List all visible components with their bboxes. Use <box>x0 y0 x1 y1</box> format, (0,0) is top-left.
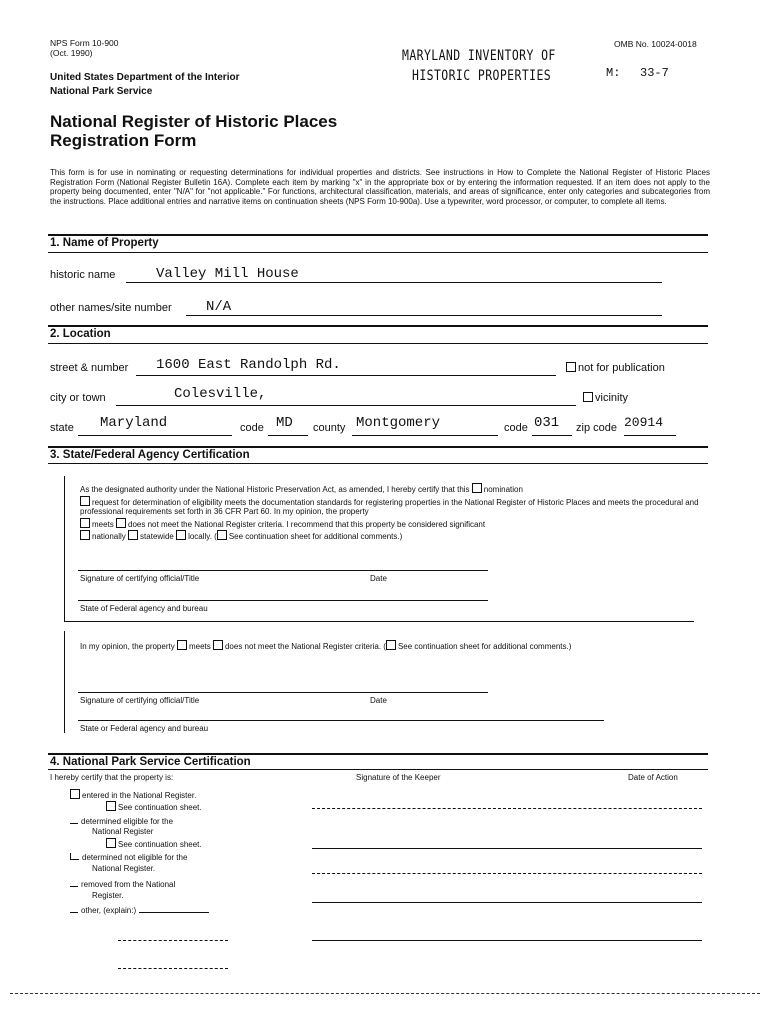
historic-name-line <box>126 282 662 283</box>
request-checkbox[interactable] <box>80 496 90 506</box>
form-title: National Register of Historic Places <box>50 112 338 131</box>
meets-label: meets <box>92 519 114 529</box>
date-label: Date <box>370 574 387 583</box>
certify-text: I hereby certify that the property is: <box>50 773 174 782</box>
section-1-heading: 1. Name of Property <box>50 237 159 249</box>
nomination-label: nomination <box>483 485 523 494</box>
not-eligible-label: determined not eligible for the <box>82 853 188 862</box>
eligible-label: determined eligible for the <box>81 817 174 826</box>
see-continuation-2[interactable] <box>106 838 202 850</box>
date-of-action-label: Date of Action <box>628 773 678 782</box>
state-code-line <box>268 435 308 436</box>
see-continuation-2-label: See continuation sheet. <box>118 840 202 849</box>
zip-label: zip code <box>576 422 617 434</box>
other-names-label: other names/site number <box>50 302 172 314</box>
county-code-value[interactable]: 031 <box>534 415 560 431</box>
divider <box>48 769 708 770</box>
city-label: city or town <box>50 392 106 404</box>
state-line <box>78 435 232 436</box>
other-explain-line[interactable] <box>139 912 209 913</box>
section-3-heading: 3. State/Federal Agency Certification <box>50 449 250 461</box>
entered-checkbox[interactable] <box>70 789 80 799</box>
section-2-heading: 2. Location <box>50 328 111 340</box>
stamp-line-2: HISTORIC PROPERTIES <box>412 68 552 84</box>
zip-line <box>624 435 676 436</box>
form-subtitle: Registration Form <box>50 131 197 150</box>
omb-number: OMB No. 10024-0018 <box>614 39 697 49</box>
historic-name-value[interactable]: Valley Mill House <box>156 266 299 282</box>
nationally-checkbox[interactable] <box>80 530 90 540</box>
opinion-text-1: In my opinion, the property <box>80 642 175 651</box>
not-for-publication-label: not for publication <box>578 362 665 374</box>
locally-checkbox[interactable] <box>176 530 186 540</box>
state-label: state <box>50 422 74 434</box>
removed-blank[interactable] <box>70 886 78 887</box>
service: National Park Service <box>50 86 153 97</box>
keeper-line[interactable] <box>312 873 702 874</box>
form-date: (Oct. 1990) <box>50 48 93 58</box>
opinion-meets-label: meets <box>188 642 211 651</box>
entered-option[interactable] <box>70 789 196 801</box>
continuation-checkbox[interactable] <box>217 530 227 540</box>
cert-text-3: does not meet the National Register criteria. I recommend that this property be considered significant <box>128 519 486 529</box>
see-continuation-1-label: See continuation sheet. <box>118 803 202 812</box>
divider <box>48 234 708 236</box>
divider <box>48 753 708 755</box>
blank-line[interactable] <box>118 940 228 941</box>
cert-paragraph <box>80 483 700 542</box>
not-eligible-blank[interactable] <box>70 853 79 860</box>
ref-value: 33-7 <box>640 66 669 80</box>
opinion-box-left <box>64 631 66 733</box>
removed-option[interactable] <box>70 880 175 890</box>
section-4-heading: 4. National Park Service Certification <box>50 756 251 768</box>
agency-label: State of Federal agency and bureau <box>80 604 208 613</box>
keeper-label: Signature of the Keeper <box>356 773 441 782</box>
keeper-line[interactable] <box>312 808 702 809</box>
agency-label-2: State or Federal agency and bureau <box>80 724 209 733</box>
other-label: other, (explain:) <box>81 906 137 915</box>
county-label: county <box>313 422 346 434</box>
state-code-label: code <box>240 422 264 434</box>
street-value[interactable]: 1600 East Randolph Rd. <box>156 357 341 373</box>
stamp-line-1: MARYLAND INVENTORY OF <box>402 48 556 64</box>
cert-text-1: As the designated authority under the National Historic Preservation Act, as amended, I hereby certify that this <box>80 485 470 494</box>
removed-label: removed from the National <box>81 880 176 889</box>
opinion-text-2: does not meet the National Register criteria. ( <box>224 642 386 651</box>
blank-line[interactable] <box>118 968 228 969</box>
divider <box>48 343 708 344</box>
removed-label-2: Register. <box>92 891 124 900</box>
nationally-label: nationally <box>92 532 126 541</box>
not-for-publication-checkbox[interactable] <box>566 362 576 372</box>
agency-line[interactable] <box>78 600 488 601</box>
cert-text-2: request for determination of eligibility meets the documentation standards for registering properties in the National Register of Historic Places and meets the procedural and professional requirements set forth in 36 CFR Part 60. In my opinion, the property <box>80 497 699 516</box>
statewide-checkbox[interactable] <box>128 530 138 540</box>
other-blank[interactable] <box>70 912 78 913</box>
does-not-meet-checkbox[interactable] <box>116 518 126 528</box>
not-eligible-label-2: National Register. <box>92 864 156 873</box>
county-line <box>352 435 498 436</box>
county-code-label: code <box>504 422 528 434</box>
opinion-continuation-checkbox[interactable] <box>386 640 396 650</box>
cert-box-left <box>64 476 66 621</box>
signature-label: Signature of certifying official/Title <box>80 574 200 583</box>
opinion-meets-checkbox[interactable] <box>177 640 187 650</box>
zip-value[interactable]: 20914 <box>624 415 664 430</box>
county-value[interactable]: Montgomery <box>356 415 441 431</box>
form-number: NPS Form 10-900 <box>50 38 119 48</box>
locally-label: locally. ( <box>188 532 217 541</box>
historic-name-label: historic name <box>50 269 116 281</box>
department: United States Department of the Interior <box>50 72 240 83</box>
not-for-publication[interactable] <box>566 362 665 374</box>
opinion-text-3: See continuation sheet for additional comments.) <box>397 642 572 651</box>
divider <box>64 621 694 622</box>
signature-line[interactable] <box>78 692 488 693</box>
continuation-label: See continuation sheet for additional comments.) <box>228 532 403 541</box>
not-eligible-option[interactable] <box>70 853 187 863</box>
nomination-checkbox[interactable] <box>472 483 482 493</box>
other-names-line <box>186 315 662 316</box>
divider <box>48 463 708 464</box>
vicinity-label: vicinity <box>595 392 629 404</box>
state-value[interactable]: Maryland <box>100 415 168 431</box>
eligible-label-2: National Register <box>92 827 154 836</box>
opinion-paragraph <box>80 640 680 652</box>
city-value[interactable]: Colesville, <box>174 386 267 402</box>
eligible-blank[interactable] <box>70 823 78 824</box>
keeper-line[interactable] <box>312 848 702 849</box>
vicinity[interactable] <box>583 392 628 404</box>
see-continuation-2-checkbox[interactable] <box>106 838 116 848</box>
signature-line[interactable] <box>78 570 488 571</box>
keeper-line[interactable] <box>312 940 702 941</box>
keeper-line[interactable] <box>312 902 702 903</box>
divider <box>48 325 708 327</box>
street-line <box>136 375 556 376</box>
agency-line[interactable] <box>78 720 604 721</box>
statewide-label: statewide <box>140 532 174 541</box>
see-continuation-1-checkbox[interactable] <box>106 801 116 811</box>
city-line <box>116 405 576 406</box>
page-edge <box>10 993 760 994</box>
state-code-value[interactable]: MD <box>276 415 293 431</box>
county-code-line <box>532 435 572 436</box>
intro-text: This form is for use in nominating or requesting determinations for individual properties and districts. See instructions in How to Complete the National Register of Historic Places Registration Form (National Register Bulletin 16A). Complete each item by marking "x" in the appropriate box or by entering the information requested. If an item does not apply to the property being documented, enter "N/A" for "not applicable." For functions, architectural classification, materials, and areas of significance, enter only categories and subcategories from the instructions. Place additional entries and narrative items on continuation sheets (NPS Form 10-900a). Use a typewriter, word processor, or computer, to complete all items. <box>50 168 710 206</box>
ref-label: M: <box>606 66 621 80</box>
date-label-2: Date <box>370 696 387 705</box>
vicinity-checkbox[interactable] <box>583 392 593 402</box>
divider <box>48 446 708 448</box>
opinion-does-not-meet-checkbox[interactable] <box>213 640 223 650</box>
other-option[interactable] <box>70 906 209 916</box>
divider <box>48 252 708 253</box>
other-names-value[interactable]: N/A <box>206 299 232 315</box>
street-label: street & number <box>50 362 129 374</box>
signature-label-2: Signature of certifying official/Title <box>80 696 200 705</box>
see-continuation-1[interactable] <box>106 801 202 813</box>
meets-checkbox[interactable] <box>80 518 90 528</box>
eligible-option[interactable] <box>70 817 173 827</box>
entered-label: entered in the National Register. <box>82 791 197 800</box>
